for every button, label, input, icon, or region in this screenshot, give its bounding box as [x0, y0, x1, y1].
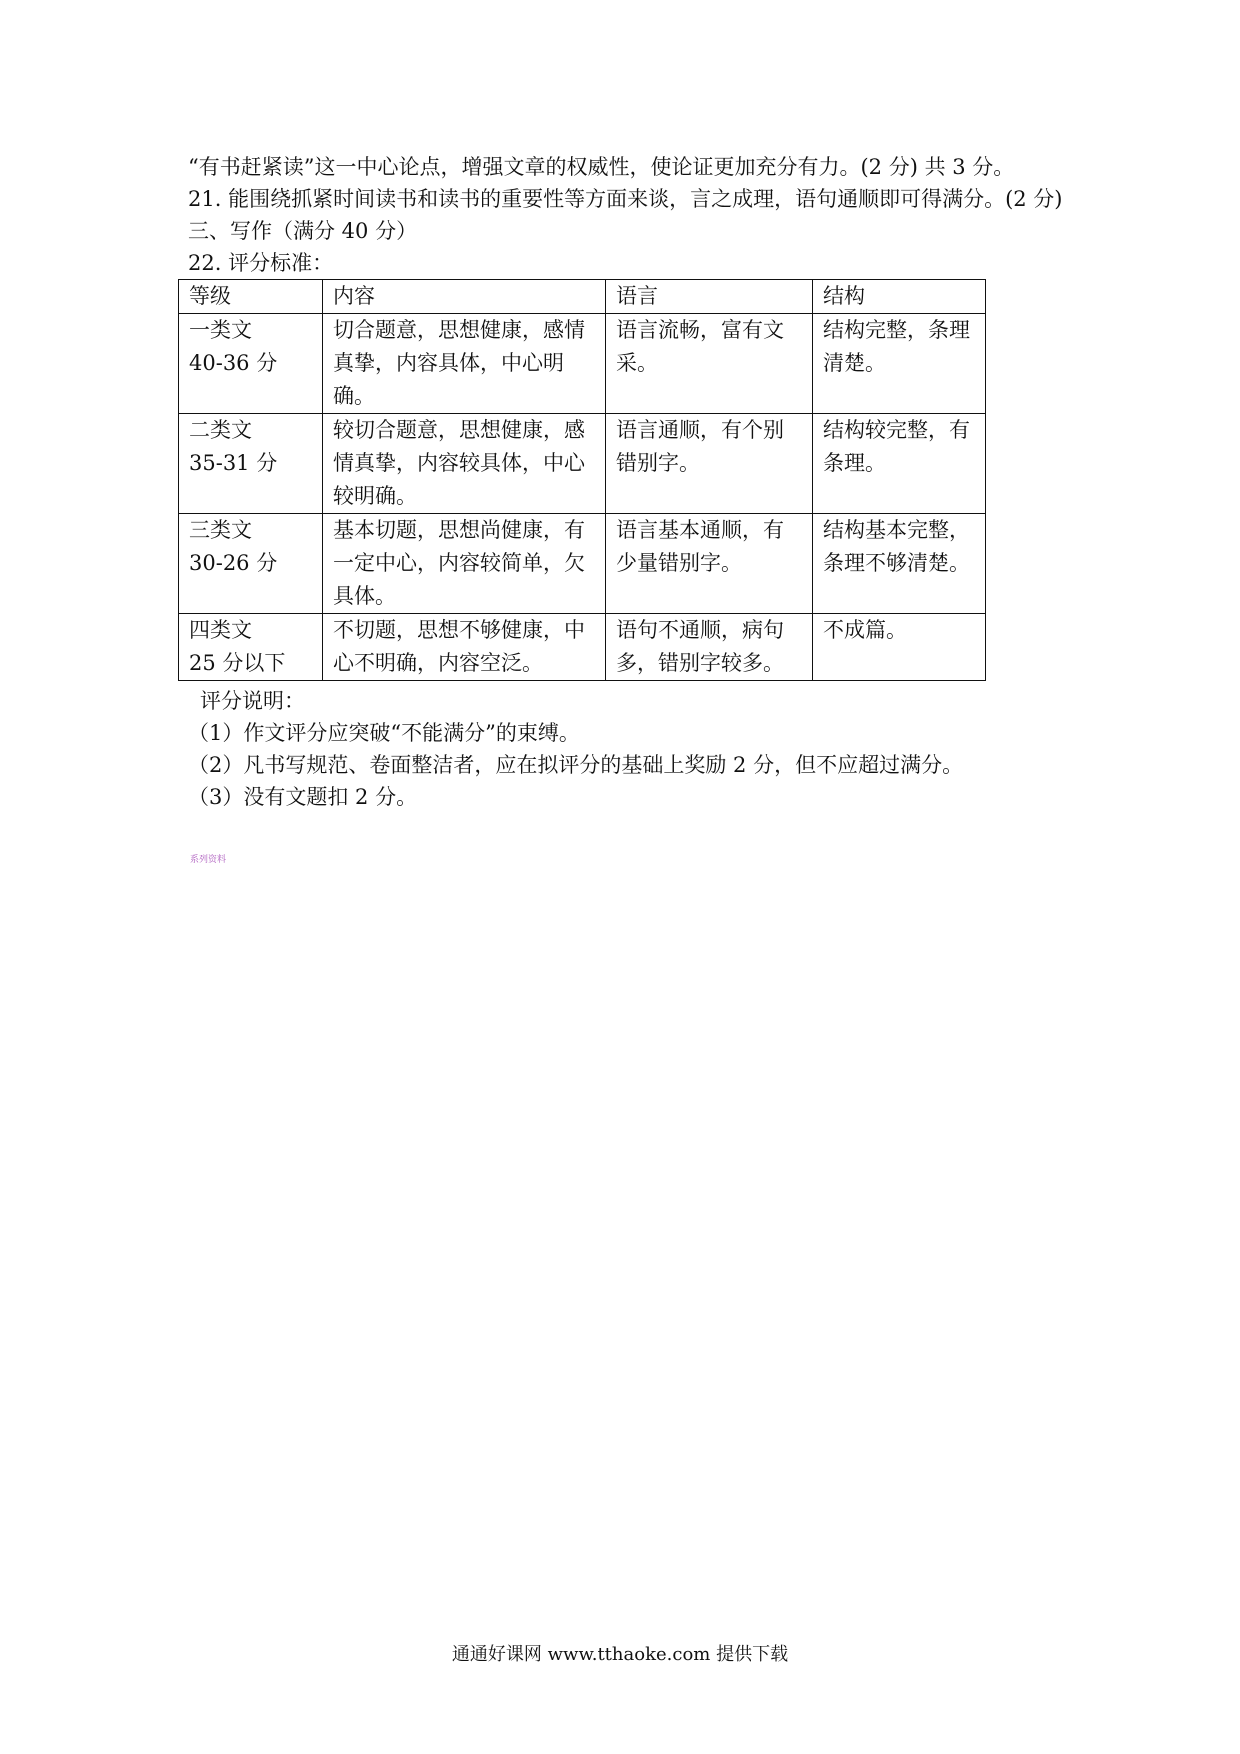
table-row [179, 314, 986, 414]
answer-content [188, 151, 1068, 813]
scoring-note-item: （3）没有文题扣 2 分。 [188, 785, 418, 809]
header-content: 内容 [323, 280, 606, 314]
grade-cell [179, 414, 323, 514]
structure-cell: 结构较完整，有条理。 [813, 414, 986, 514]
page-footer: 通通好课网 www.tthaoke.com 提供下载 [451, 1644, 789, 1665]
content-cell: 较切合题意，思想健康，感情真挚，内容较具体，中心较明确。 [323, 414, 606, 514]
grading-table [178, 279, 986, 681]
scoring-note-item: （2）凡书写规范、卷面整洁者，应在拟评分的基础上奖励 2 分，但不应超过满分。 [188, 753, 964, 777]
table-row [179, 614, 986, 681]
answer-20-tail: “有书赶紧读”这一中心论点，增强文章的权威性，使论证更加充分有力。(2 分) 共 3 分。 [188, 155, 1015, 179]
table-row [179, 514, 986, 614]
watermark-text: 系列资料 [190, 855, 227, 865]
table-row [179, 414, 986, 514]
grade-cell [179, 614, 323, 681]
section-writing-heading: 三、写作（满分 40 分） [188, 219, 418, 243]
structure-cell: 结构完整，条理清楚。 [813, 314, 986, 414]
grade-range: 40-36 分 [189, 351, 278, 375]
grade-label: 三类文 [189, 518, 252, 542]
language-cell: 语句不通顺，病句多，错别字较多。 [606, 614, 813, 681]
structure-cell: 不成篇。 [813, 614, 986, 681]
header-language: 语言 [606, 280, 813, 314]
grade-cell [179, 314, 323, 414]
content-cell: 基本切题，思想尚健康，有一定中心，内容较简单，欠具体。 [323, 514, 606, 614]
grade-range: 25 分以下 [189, 651, 286, 675]
language-cell: 语言通顺，有个别错别字。 [606, 414, 813, 514]
grade-range: 30-26 分 [189, 551, 278, 575]
table-header-row [179, 280, 986, 314]
question-22-heading: 22. 评分标准： [188, 251, 334, 275]
content-cell: 不切题，思想不够健康，中心不明确，内容空泛。 [323, 614, 606, 681]
header-structure: 结构 [813, 280, 986, 314]
grade-range: 35-31 分 [189, 451, 278, 475]
structure-cell: 结构基本完整，条理不够清楚。 [813, 514, 986, 614]
content-cell: 切合题意，思想健康，感情真挚，内容具体，中心明确。 [323, 314, 606, 414]
grade-cell [179, 514, 323, 614]
answer-21: 21. 能围绕抓紧时间读书和读书的重要性等方面来谈，言之成理，语句通顺即可得满分。(2 分) [188, 187, 1063, 211]
header-grade: 等级 [179, 280, 323, 314]
grade-label: 一类文 [189, 318, 252, 342]
language-cell: 语言基本通顺，有少量错别字。 [606, 514, 813, 614]
grade-label: 二类文 [189, 418, 252, 442]
grade-label: 四类文 [189, 618, 252, 642]
scoring-notes-title: 评分说明： [200, 689, 305, 713]
scoring-notes [188, 685, 1068, 813]
scoring-note-item: （1）作文评分应突破“不能满分”的束缚。 [188, 721, 580, 745]
language-cell: 语言流畅，富有文采。 [606, 314, 813, 414]
